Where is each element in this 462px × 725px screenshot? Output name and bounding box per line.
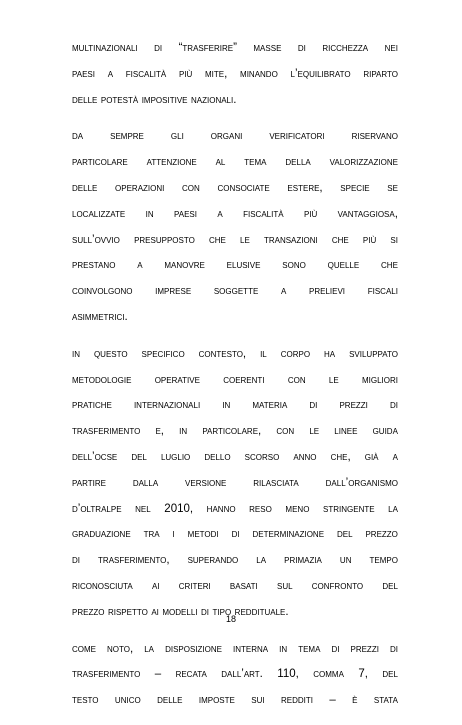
- word: con: [287, 373, 306, 386]
- text-line: [72, 419, 398, 445]
- word: sull’ovvio: [72, 233, 120, 246]
- word: di: [201, 605, 209, 618]
- word: migliori: [361, 373, 398, 386]
- word: particolare: [72, 156, 128, 169]
- word: che: [331, 233, 349, 246]
- word: d’oltralpe: [72, 502, 122, 515]
- word: asimmetrici.: [72, 310, 128, 323]
- text-line: [72, 688, 398, 714]
- word: tempo: [369, 554, 398, 567]
- word: modelli: [162, 605, 198, 618]
- word: delle: [72, 93, 98, 106]
- word: le: [309, 425, 320, 438]
- text-line: [72, 522, 398, 548]
- word: al: [215, 156, 226, 169]
- word: con: [182, 181, 200, 194]
- word: stringente: [323, 502, 375, 515]
- word: del: [382, 668, 398, 681]
- word: masse: [253, 42, 282, 54]
- word: di: [297, 42, 306, 54]
- word: basati: [229, 579, 258, 592]
- word: noto,: [107, 642, 134, 655]
- word: operative: [154, 373, 200, 386]
- word: in: [179, 425, 188, 438]
- text-line: [72, 662, 398, 688]
- text-line: [72, 497, 398, 523]
- word: più: [178, 67, 193, 80]
- paragraph: [72, 342, 398, 626]
- word: recata: [175, 668, 207, 681]
- word: stata: [373, 694, 398, 707]
- word: 7,: [358, 668, 368, 681]
- word: confronto: [311, 579, 364, 592]
- word: con: [276, 425, 295, 438]
- word: trasferimento,: [98, 554, 170, 567]
- word: vantaggiosa,: [337, 207, 398, 220]
- word: linee: [334, 425, 358, 438]
- text-line: [72, 176, 398, 202]
- text-line: [72, 279, 398, 305]
- word: rilasciata: [253, 476, 299, 489]
- word: imposte: [198, 694, 235, 707]
- word: transazioni: [263, 233, 318, 246]
- word: in: [279, 642, 288, 655]
- word: a: [280, 285, 287, 298]
- word: fiscali: [367, 285, 398, 298]
- word: la: [256, 554, 267, 567]
- word: versione: [185, 476, 227, 489]
- word: primazia: [284, 554, 322, 567]
- word: multinazionali: [72, 42, 138, 54]
- paragraph: [72, 36, 398, 113]
- word: riconosciuta: [72, 579, 133, 592]
- word: tema: [298, 642, 321, 655]
- word: prezzi: [339, 399, 368, 412]
- text-line: [72, 88, 398, 114]
- word: –: [329, 694, 336, 707]
- word: del: [131, 450, 147, 463]
- word: dell’ocse: [72, 450, 118, 463]
- word: sempre: [110, 130, 144, 143]
- word: estere,: [287, 181, 323, 194]
- word: tema: [244, 156, 267, 169]
- word: 2010,: [164, 502, 194, 515]
- word: prezzo: [72, 605, 105, 618]
- word: prelievi: [309, 285, 346, 298]
- word: impositive: [141, 93, 188, 106]
- word: hanno: [206, 502, 236, 515]
- word: fiscalità: [125, 67, 167, 80]
- word: un: [339, 554, 352, 567]
- text-line: [72, 202, 398, 228]
- word: questo: [93, 347, 128, 360]
- word: 110,: [277, 668, 299, 681]
- word: ha: [324, 347, 336, 360]
- word: “trasferire”: [178, 42, 237, 54]
- word: che,: [330, 450, 351, 463]
- word: reso: [249, 502, 272, 515]
- word: redditi: [280, 694, 313, 707]
- word: valorizzazione: [329, 156, 398, 169]
- word: superando: [187, 554, 239, 567]
- word: se: [387, 181, 398, 194]
- word: quelle: [327, 259, 360, 272]
- word: coinvolgono: [72, 285, 133, 298]
- word: è: [352, 694, 358, 707]
- word: trasferimento: [72, 668, 141, 681]
- word: del: [336, 528, 353, 541]
- word: a: [392, 450, 398, 463]
- word: gli: [170, 130, 184, 143]
- text-line: [72, 124, 398, 150]
- word: tra: [143, 528, 160, 541]
- word: –: [154, 668, 162, 681]
- word: nei: [384, 42, 398, 54]
- paragraph: [72, 637, 398, 714]
- word: operazioni: [115, 181, 165, 194]
- word: sono: [282, 259, 306, 272]
- word: sviluppato: [349, 347, 398, 360]
- word: consociate: [217, 181, 270, 194]
- word: presupposto: [134, 233, 195, 246]
- word: scorso: [244, 450, 280, 463]
- word: si: [390, 233, 398, 246]
- word: delle: [157, 694, 183, 707]
- word: paesi: [72, 67, 95, 80]
- word: pratiche: [72, 399, 112, 412]
- text-line: [72, 637, 398, 663]
- word: più: [303, 207, 318, 220]
- word: rispetto: [107, 605, 148, 618]
- word: partire: [72, 476, 106, 489]
- word: da: [72, 130, 84, 143]
- word: localizzate: [72, 207, 126, 220]
- word: riparto: [363, 67, 398, 80]
- word: materia: [252, 399, 288, 412]
- word: luglio: [160, 450, 191, 463]
- word: il: [260, 347, 267, 360]
- word: testo: [72, 694, 99, 707]
- word: prezzi: [350, 642, 379, 655]
- word: minando: [240, 67, 278, 80]
- text-line: [72, 36, 398, 62]
- word: determinazione: [252, 528, 325, 541]
- text-line: [72, 445, 398, 471]
- word: le: [328, 373, 339, 386]
- word: attenzione: [146, 156, 197, 169]
- word: di: [154, 42, 163, 54]
- word: criteri: [178, 579, 211, 592]
- word: di: [331, 642, 340, 655]
- word: che: [208, 233, 226, 246]
- word: in: [145, 207, 154, 220]
- word: tipo: [212, 605, 232, 618]
- word: meno: [285, 502, 310, 515]
- word: di: [309, 399, 318, 412]
- word: di: [389, 399, 398, 412]
- word: metodi: [187, 528, 219, 541]
- word: ricchezza: [322, 42, 369, 54]
- word: i: [172, 528, 175, 541]
- word: a: [107, 67, 114, 80]
- word: in: [222, 399, 231, 412]
- word: contesto,: [198, 347, 247, 360]
- word: sui: [251, 694, 265, 707]
- word: guida: [372, 425, 398, 438]
- word: graduazione: [72, 528, 131, 541]
- word: le: [240, 233, 250, 246]
- text-line: [72, 305, 398, 331]
- word: già: [364, 450, 379, 463]
- word: la: [388, 502, 398, 515]
- word: dalla: [132, 476, 159, 489]
- word: soggette: [213, 285, 259, 298]
- word: unico: [114, 694, 141, 707]
- word: riservano: [351, 130, 398, 143]
- word: fiscalità: [243, 207, 284, 220]
- text-line: [72, 548, 398, 574]
- text-line: [72, 393, 398, 419]
- word: l’equilibrato: [290, 67, 351, 80]
- text-line: [72, 471, 398, 497]
- word: reddituale.: [234, 605, 289, 618]
- word: anno: [293, 450, 317, 463]
- word: di: [389, 642, 398, 655]
- word: a: [217, 207, 223, 220]
- word: comma: [313, 668, 344, 681]
- word: coerenti: [223, 373, 265, 386]
- word: a: [137, 259, 143, 272]
- word: particolare,: [202, 425, 262, 438]
- word: disposizione: [165, 642, 222, 655]
- word: specifico: [141, 347, 185, 360]
- word: interna: [233, 642, 269, 655]
- word: ai: [151, 579, 160, 592]
- text-line: [72, 62, 398, 88]
- page-number: 18: [225, 614, 236, 624]
- word: organi: [210, 130, 243, 143]
- word: della: [285, 156, 311, 169]
- word: paesi: [173, 207, 197, 220]
- word: corpo: [280, 347, 311, 360]
- word: nazionali.: [191, 93, 237, 106]
- word: prestano: [72, 259, 116, 272]
- word: delle: [72, 181, 98, 194]
- word: imprese: [155, 285, 192, 298]
- word: la: [144, 642, 155, 655]
- text-line: [72, 342, 398, 368]
- text-line: [72, 228, 398, 254]
- paragraph: [72, 124, 398, 330]
- word: di: [231, 528, 240, 541]
- word: potestà: [100, 93, 139, 106]
- word: manovre: [164, 259, 205, 272]
- word: dello: [204, 450, 231, 463]
- word: dall’art.: [221, 668, 263, 681]
- word: in: [72, 347, 80, 360]
- word: di: [72, 554, 80, 567]
- text-line: [72, 150, 398, 176]
- word: trasferimento: [72, 425, 141, 438]
- word: ai: [151, 605, 159, 618]
- word: del: [382, 579, 398, 592]
- word: internazionali: [133, 399, 201, 412]
- word: prezzo: [365, 528, 398, 541]
- word: sul: [276, 579, 293, 592]
- word: e,: [155, 425, 164, 438]
- word: verificatori: [269, 130, 325, 143]
- word: che: [381, 259, 398, 272]
- word: mite,: [205, 67, 228, 80]
- word: metodologie: [72, 373, 132, 386]
- text-line: [72, 574, 398, 600]
- word: dall’organismo: [325, 476, 398, 489]
- text-line: [72, 253, 398, 279]
- word: nel: [135, 502, 151, 515]
- word: elusive: [226, 259, 261, 272]
- text-line: [72, 368, 398, 394]
- word: specie: [340, 181, 370, 194]
- word: più: [362, 233, 377, 246]
- word: come: [72, 642, 96, 655]
